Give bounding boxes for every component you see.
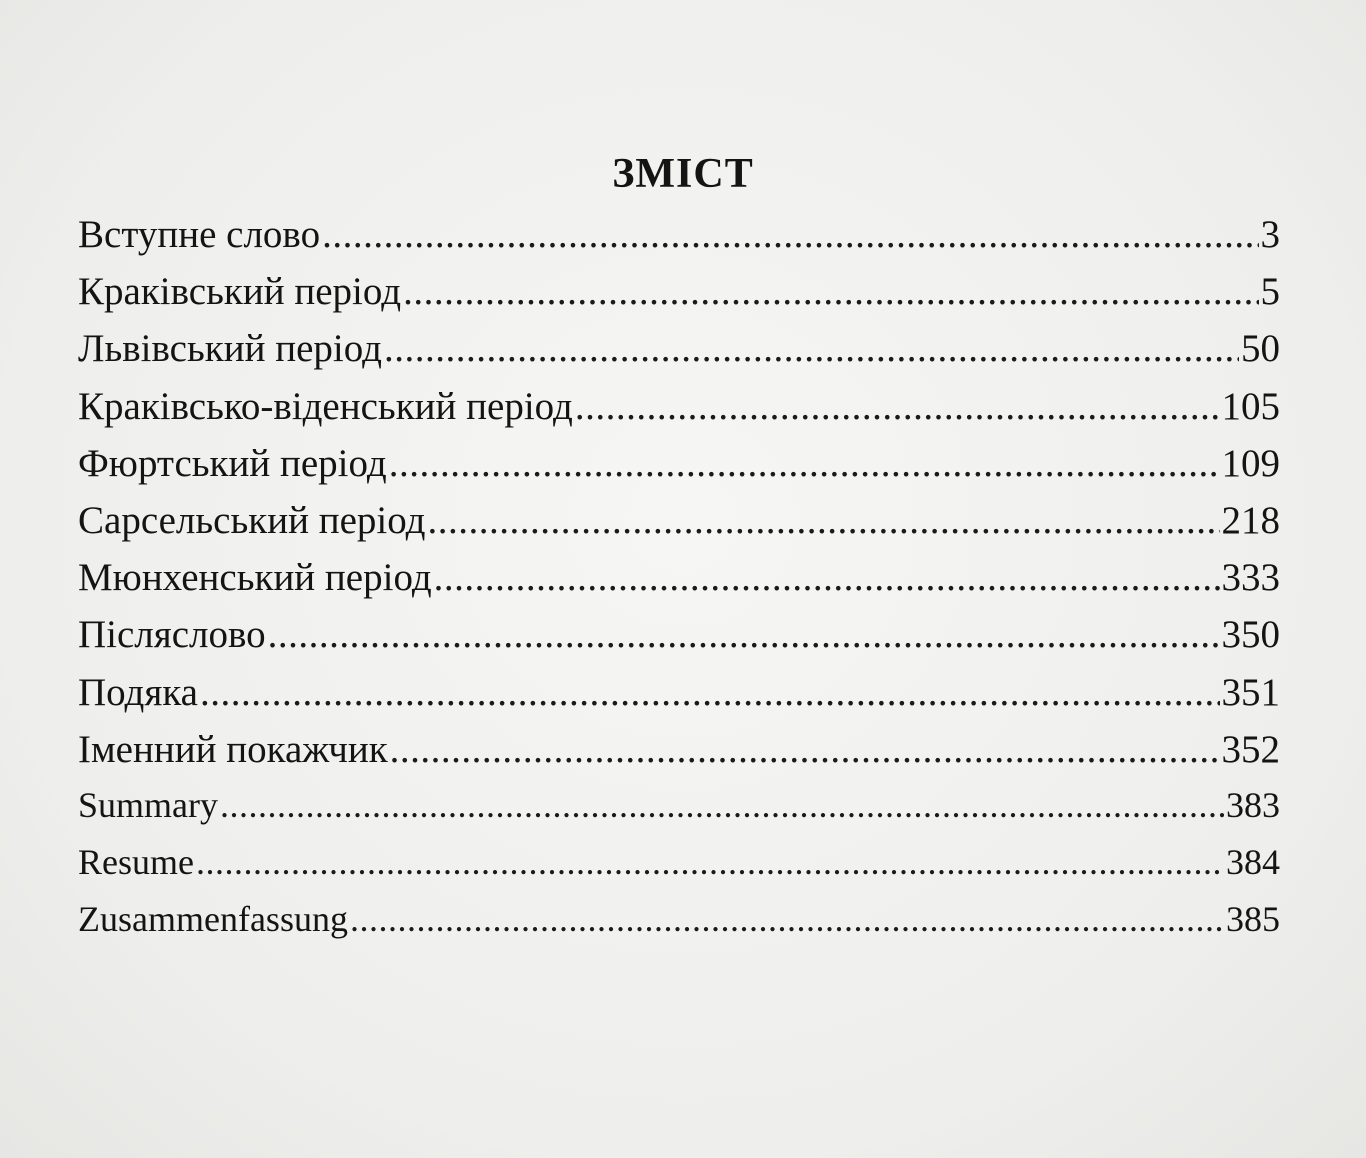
toc-entry: [78, 555, 1280, 612]
toc-entry: [78, 784, 1280, 841]
toc-entry-page: 218: [1221, 498, 1280, 542]
toc-entry: [78, 212, 1280, 269]
toc-leader-dots: [268, 612, 1220, 657]
toc-entry: [78, 727, 1280, 784]
toc-entry-page: 350: [1221, 613, 1280, 657]
toc-entry-label: Zusammenfassung: [78, 899, 348, 940]
toc-entry: [78, 269, 1280, 326]
toc-leader-dots: [350, 898, 1224, 940]
toc-title: ЗМІСТ: [612, 151, 754, 197]
toc-entry: [78, 384, 1280, 441]
toc-entry-page: 383: [1226, 784, 1280, 825]
toc-entry-label: Мюнхенський період: [78, 556, 432, 600]
toc-leader-dots: [196, 841, 1224, 883]
toc-entry-label: Вступне слово: [78, 213, 321, 256]
toc-entry-label: Краківсько-віденський період: [78, 384, 573, 428]
toc-entry-page: 50: [1241, 327, 1280, 371]
toc-entry-page: 3: [1260, 213, 1280, 256]
toc-leader-dots: [384, 326, 1239, 371]
toc-entry-page: 109: [1221, 441, 1280, 485]
toc-entry-page: 384: [1226, 842, 1280, 883]
toc-entry: [78, 670, 1280, 727]
toc-leader-dots: [389, 441, 1220, 486]
toc-entry: [78, 612, 1280, 669]
toc-entry-page: 385: [1226, 899, 1280, 940]
toc-entry-label: Краківський період: [78, 270, 402, 314]
toc-leader-dots: [434, 555, 1220, 600]
toc-entry: [78, 441, 1280, 498]
toc-entry-label: Resume: [78, 842, 194, 883]
toc-entry: [78, 498, 1280, 555]
toc-entry: [78, 326, 1280, 383]
toc-entry: [78, 898, 1280, 955]
toc-entry-label: Фюртський період: [78, 441, 387, 485]
toc-entry-label: Summary: [78, 784, 218, 825]
toc-leader-dots: [575, 384, 1220, 429]
toc-leader-dots: [390, 727, 1220, 772]
toc-leader-dots: [322, 212, 1258, 257]
toc-entry-page: 352: [1221, 727, 1280, 771]
toc-entry-label: Післяслово: [78, 613, 266, 657]
toc-entry-label: Львівський період: [78, 327, 382, 371]
toc-leader-dots: [220, 784, 1224, 826]
toc-entry-label: Іменний покажчик: [78, 727, 388, 771]
toc-leader-dots: [403, 269, 1258, 314]
toc-entry-page: 5: [1260, 270, 1280, 314]
toc-list: [78, 212, 1280, 955]
toc-entry-page: 333: [1221, 556, 1280, 600]
toc-leader-dots: [200, 670, 1220, 715]
toc-entry: [78, 841, 1280, 898]
toc-entry-label: Сарсельський період: [78, 498, 426, 542]
toc-leader-dots: [427, 498, 1219, 543]
toc-entry-label: Подяка: [78, 670, 198, 714]
toc-entry-page: 105: [1221, 384, 1280, 428]
toc-entry-page: 351: [1221, 670, 1280, 714]
